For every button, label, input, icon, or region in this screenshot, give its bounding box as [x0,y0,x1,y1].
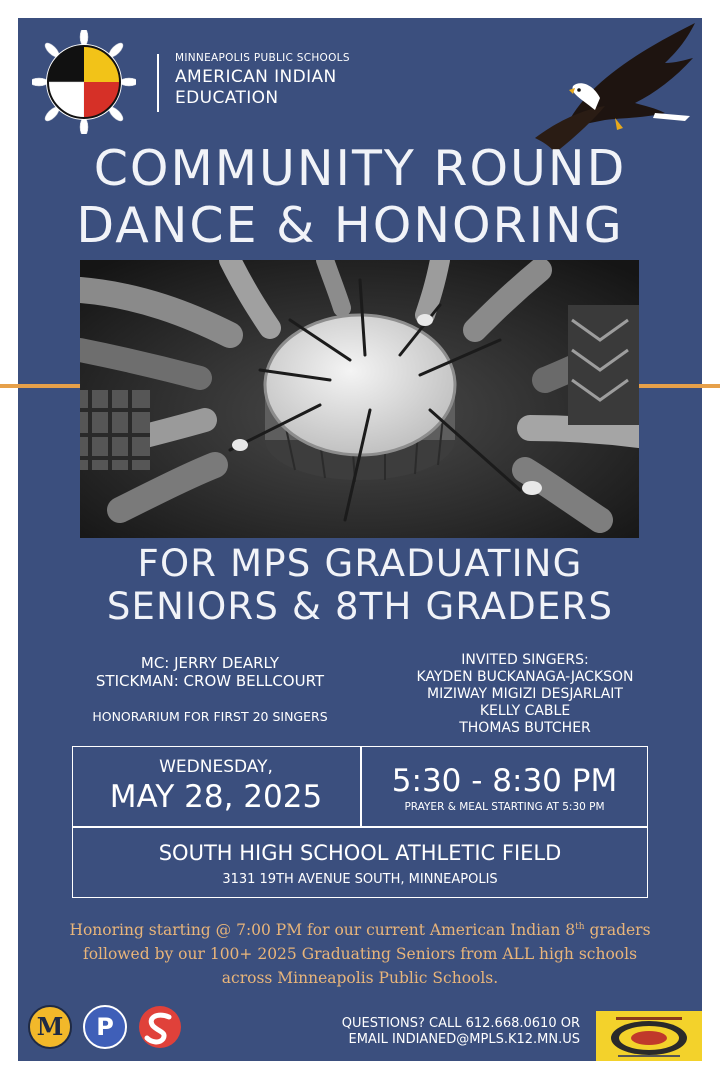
org-divider [157,54,159,112]
medicine-wheel-icon [32,30,136,134]
m-badge-letter: M [36,1012,64,1041]
stickman-text: STICKMAN: CROW BELLCOURT [95,672,325,690]
event-title [0,140,720,254]
contact-line2: EMAIL INDIANED@MPLS.K12.MN.US [348,1032,580,1047]
subtitle-line1: FOR MPS GRADUATING [137,542,583,585]
p-badge-icon [84,1006,126,1048]
s-badge-icon [139,1006,181,1048]
honoring-text [40,915,680,990]
singer-name: KELLY CABLE [479,703,571,719]
contact-info [300,1016,580,1048]
title-line2: DANCE & HONORING [76,197,624,254]
p-badge-letter: P [96,1013,114,1041]
prayer-note: PRAYER & MEAL STARTING AT 5:30 PM [404,801,605,813]
accent-rule-left [0,384,80,388]
title-line1: COMMUNITY ROUND [93,140,627,197]
honoring-line2: followed by our 100+ 2025 Graduating Seniors from ALL high schools [82,945,638,964]
singer-name: MIZIWAY MIGIZI DESJARLAIT [427,686,623,702]
honoring-line1-sup: th [575,922,585,932]
subtitle-line2: SENIORS & 8TH GRADERS [106,585,614,628]
accent-rule-right [639,384,720,388]
org-subtitle: MINNEAPOLIS PUBLIC SCHOOLS [175,52,350,64]
event-time: 5:30 - 8:30 PM [391,763,618,799]
event-subtitle [0,542,720,628]
singer-name: THOMAS BUTCHER [459,720,591,736]
mc-text: MC: JERRY DEARLY [140,654,280,672]
footer-badges [27,1004,187,1050]
honoring-line1-main: Honoring starting @ 7:00 PM for our current American Indian 8 [69,921,576,940]
org-name-line1: AMERICAN INDIAN [175,67,337,87]
event-date: MAY 28, 2025 [109,779,323,815]
details-divider-horizontal [72,826,648,828]
roles-block [60,654,360,690]
contact-line1: QUESTIONS? CALL 612.668.0610 OR [341,1016,580,1031]
honoring-line1-end: graders [584,921,651,940]
org-name [175,67,415,109]
m-badge-icon [29,1006,71,1048]
event-address: 3131 19TH AVENUE SOUTH, MINNEAPOLIS [222,872,498,887]
event-venue: SOUTH HIGH SCHOOL ATHLETIC FIELD [158,841,562,865]
singer-name: KAYDEN BUCKANAGA-JACKSON [416,669,634,685]
org-name-line2: EDUCATION [175,88,279,108]
honoring-line3: across Minneapolis Public Schools. [221,969,499,988]
honoring-line1 [40,915,680,942]
drum-circle-photo [80,260,639,538]
singers-block [370,652,680,737]
sponsor-logo-icon [596,1011,702,1061]
event-day: WEDNESDAY, [159,757,273,777]
singers-heading: INVITED SINGERS: [461,652,589,668]
honorarium-text: HONORARIUM FOR FIRST 20 SINGERS [92,709,328,724]
